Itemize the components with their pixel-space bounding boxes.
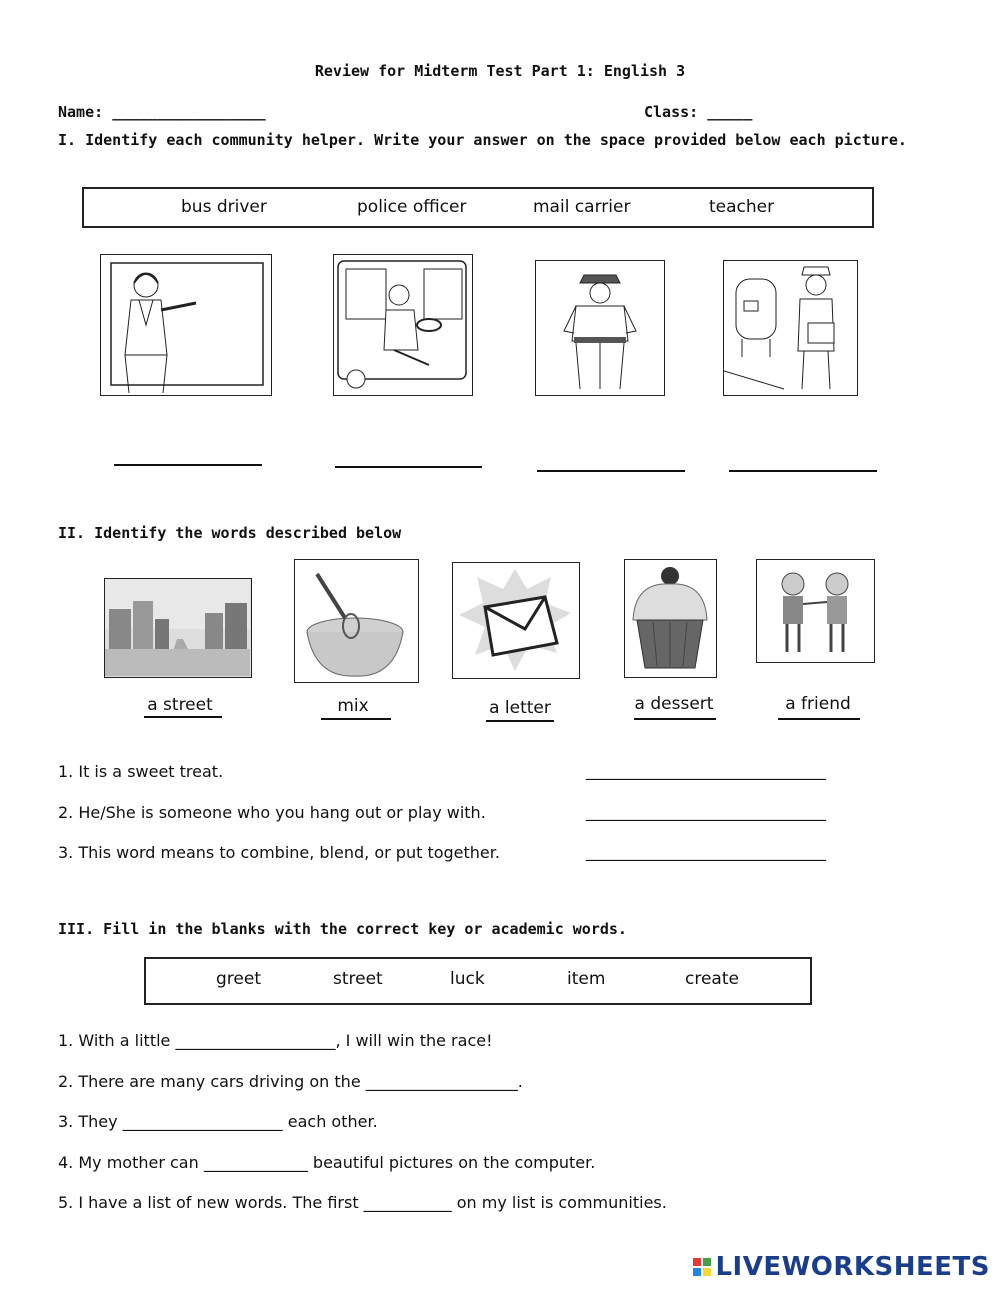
answer-dessert[interactable]: a dessert	[634, 694, 714, 714]
answer-underline	[778, 718, 860, 720]
answer-underline	[321, 718, 391, 720]
word-bank-item: mail carrier	[533, 197, 631, 217]
answer-underline	[634, 718, 716, 720]
answer-line[interactable]	[114, 464, 262, 466]
section1-word-bank	[82, 187, 874, 228]
word-bank-item: create	[685, 969, 739, 989]
word-bank-item: street	[333, 969, 383, 989]
logo-text: LIVEWORKSHEETS	[715, 1252, 990, 1282]
answer-letter[interactable]: a letter	[489, 698, 551, 718]
liveworksheets-logo	[693, 1252, 990, 1282]
answer-underline	[144, 716, 222, 718]
sentence-4[interactable]: 4. My mother can _____________ beautiful pictures on the computer.	[58, 1153, 596, 1172]
sentence-3[interactable]: 3. They ____________________ each other.	[58, 1112, 378, 1131]
name-blank[interactable]: _________________	[112, 103, 266, 121]
mail-carrier-picture	[723, 260, 858, 396]
class-label: Class:	[644, 103, 699, 121]
street-picture	[104, 578, 252, 678]
question-3: 3. This word means to combine, blend, or put together.	[58, 843, 500, 862]
bus-driver-picture	[333, 254, 473, 396]
police-officer-picture	[535, 260, 665, 396]
answer-mix[interactable]: mix	[337, 696, 369, 716]
section1-heading: I. Identify each community helper. Write your answer on the space provided below each picture.	[58, 131, 907, 149]
friend-picture	[756, 559, 875, 663]
question-3-blank[interactable]: ______________________________	[586, 842, 826, 861]
answer-line[interactable]	[537, 470, 685, 472]
logo-blocks-icon	[693, 1258, 711, 1276]
sentence-1[interactable]: 1. With a little ____________________, I will win the race!	[58, 1031, 493, 1050]
word-bank-item: police officer	[357, 197, 467, 217]
word-bank-item: luck	[450, 969, 485, 989]
sentence-5[interactable]: 5. I have a list of new words. The first ___________ on my list is communities.	[58, 1193, 667, 1212]
question-1-blank[interactable]: ______________________________	[586, 761, 826, 780]
dessert-picture	[624, 559, 717, 678]
word-bank-item: greet	[216, 969, 261, 989]
question-2: 2. He/She is someone who you hang out or play with.	[58, 803, 486, 822]
answer-friend[interactable]: a friend	[785, 694, 851, 714]
letter-picture	[452, 562, 580, 679]
section3-word-bank	[144, 957, 812, 1005]
name-label: Name:	[58, 103, 104, 121]
page-title: Review for Midterm Test Part 1: English 3	[314, 62, 686, 80]
teacher-picture	[100, 254, 272, 396]
answer-underline	[486, 720, 554, 722]
answer-line[interactable]	[335, 466, 482, 468]
question-1: 1. It is a sweet treat.	[58, 762, 224, 781]
answer-line[interactable]	[729, 470, 877, 472]
section3-heading: III. Fill in the blanks with the correct key or academic words.	[58, 920, 627, 938]
answer-street[interactable]: a street	[147, 695, 213, 715]
question-2-blank[interactable]: ______________________________	[586, 802, 826, 821]
mix-picture	[294, 559, 419, 683]
sentence-2[interactable]: 2. There are many cars driving on the ___________________.	[58, 1072, 523, 1091]
word-bank-item: item	[567, 969, 606, 989]
class-row	[644, 103, 752, 121]
name-row	[58, 103, 266, 121]
section2-heading: II. Identify the words described below	[58, 524, 402, 542]
class-blank[interactable]: _____	[707, 103, 753, 121]
word-bank-item: bus driver	[181, 197, 267, 217]
word-bank-item: teacher	[709, 197, 775, 217]
